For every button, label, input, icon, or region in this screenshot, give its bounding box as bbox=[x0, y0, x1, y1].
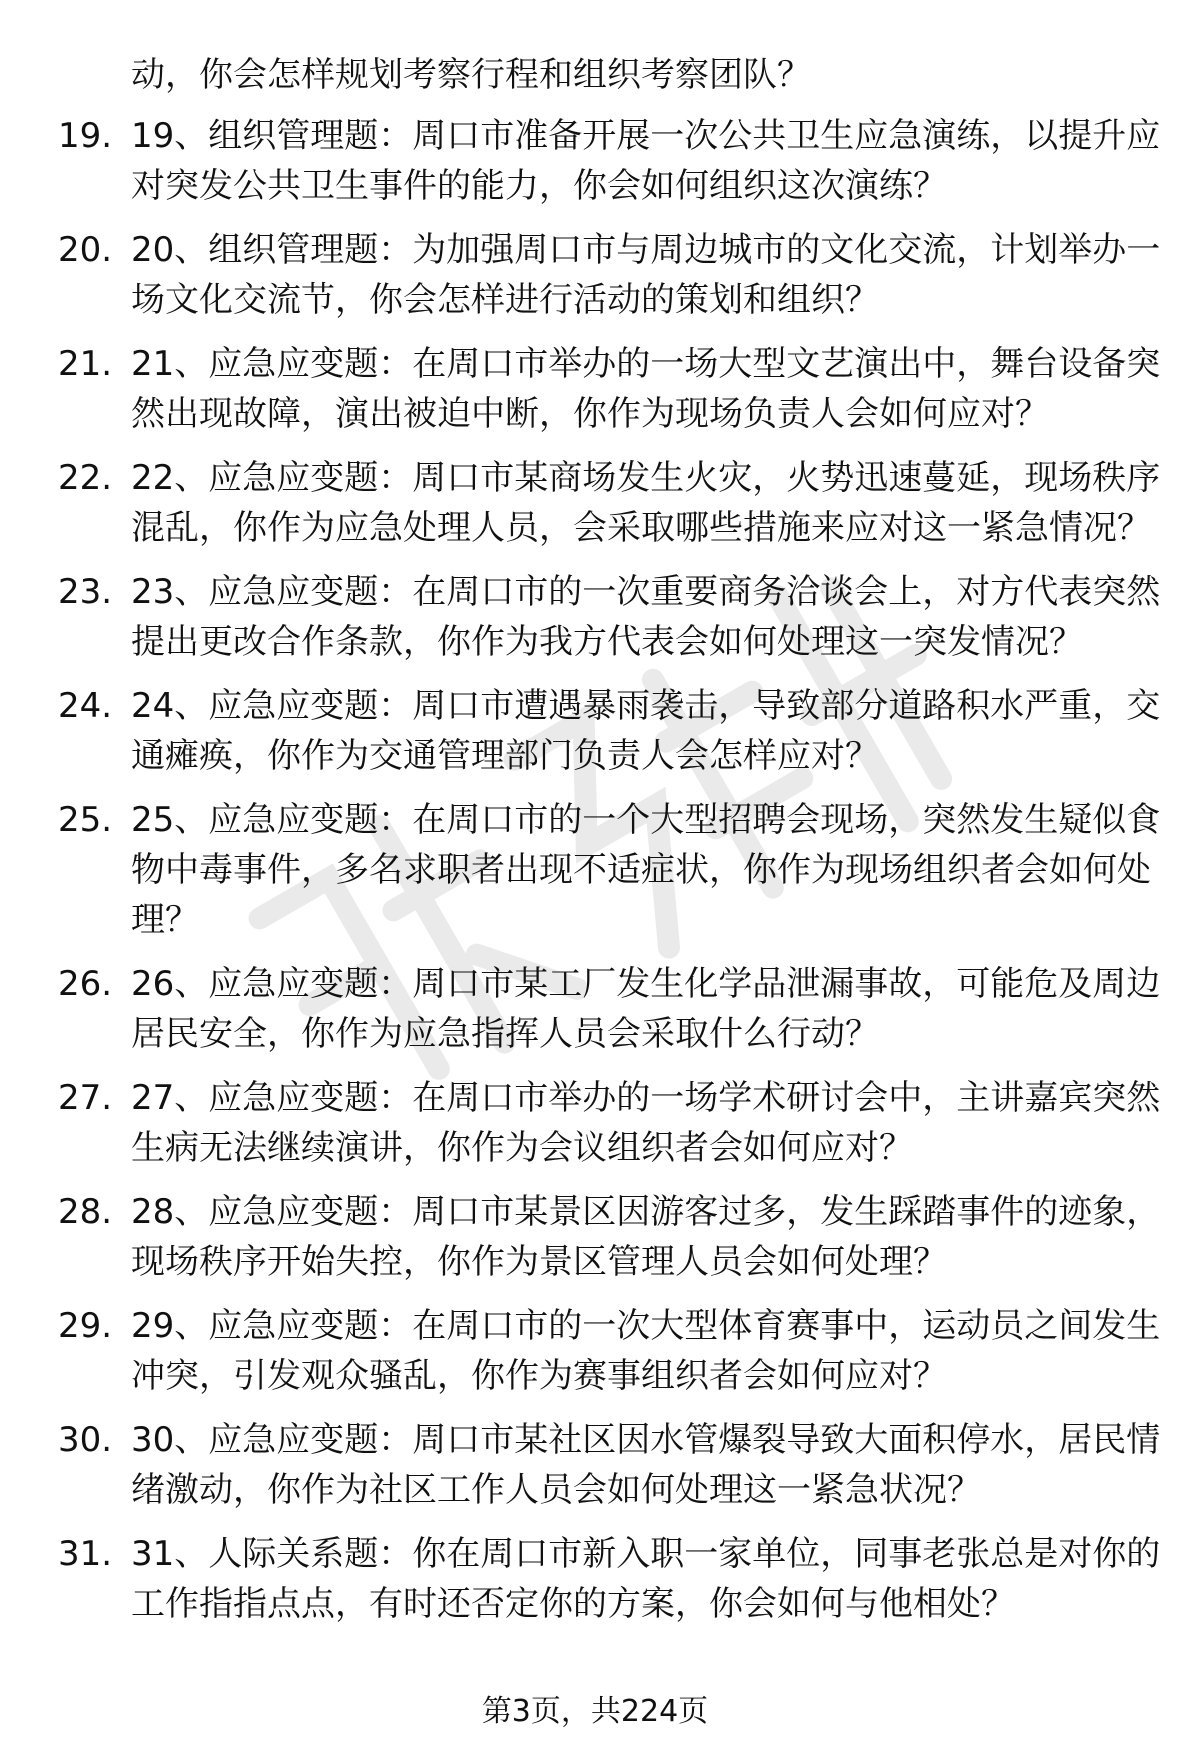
item-number: 30. bbox=[58, 1420, 113, 1460]
item-number: 27. bbox=[58, 1078, 113, 1118]
list-item bbox=[0, 339, 1190, 439]
item-text: 27、应急应变题：在周口市举办的一场学术研讨会中，主讲嘉宾突然生病无法继续演讲，你作为会议组织者会如何应对？ bbox=[131, 1078, 1161, 1168]
item-number: 23. bbox=[58, 572, 113, 612]
list-item bbox=[0, 567, 1190, 667]
list-item bbox=[0, 111, 1190, 211]
list-item bbox=[0, 1187, 1190, 1287]
item-number: 24. bbox=[58, 686, 113, 726]
continued-question-text: 动，你会怎样规划考察行程和组织考察团队？ bbox=[131, 55, 811, 95]
item-text: 23、应急应变题：在周口市的一次重要商务洽谈会上，对方代表突然提出更改合作条款，你作为我方代表会如何处理这一突发情况？ bbox=[131, 572, 1161, 662]
page-number-footer: 第3页，共224页 bbox=[481, 1694, 709, 1729]
item-text: 25、应急应变题：在周口市的一个大型招聘会现场，突然发生疑似食物中毒事件，多名求职者出现不适症状，你作为现场组织者会如何处理？ bbox=[131, 800, 1161, 940]
list-item bbox=[0, 1301, 1190, 1401]
item-number: 26. bbox=[58, 964, 113, 1004]
item-number: 28. bbox=[58, 1192, 113, 1232]
item-number: 19. bbox=[58, 116, 113, 156]
item-text: 31、人际关系题：你在周口市新入职一家单位，同事老张总是对你的工作指指点点，有时还否定你的方案，你会如何与他相处？ bbox=[131, 1534, 1161, 1624]
item-number: 25. bbox=[58, 800, 113, 840]
item-number: 31. bbox=[58, 1534, 113, 1574]
list-item bbox=[0, 225, 1190, 325]
list-item bbox=[0, 795, 1190, 945]
item-text: 29、应急应变题：在周口市的一次大型体育赛事中，运动员之间发生冲突，引发观众骚乱，你作为赛事组织者会如何应对？ bbox=[131, 1306, 1161, 1396]
list-item bbox=[0, 1529, 1190, 1629]
item-text: 19、组织管理题：周口市准备开展一次公共卫生应急演练，以提升应对突发公共卫生事件的能力，你会如何组织这次演练？ bbox=[131, 116, 1161, 206]
item-text: 30、应急应变题：周口市某社区因水管爆裂导致大面积停水，居民情绪激动，你作为社区工作人员会如何处理这一紧急状况？ bbox=[131, 1420, 1161, 1510]
question-list bbox=[0, 111, 1190, 1643]
item-text: 26、应急应变题：周口市某工厂发生化学品泄漏事故，可能危及周边居民安全，你作为应急指挥人员会采取什么行动？ bbox=[131, 964, 1161, 1054]
item-number: 20. bbox=[58, 230, 113, 270]
item-number: 21. bbox=[58, 344, 113, 384]
item-number: 22. bbox=[58, 458, 113, 498]
item-text: 24、应急应变题：周口市遭遇暴雨袭击，导致部分道路积水严重，交通瘫痪，你作为交通管理部门负责人会怎样应对？ bbox=[131, 686, 1161, 776]
item-text: 21、应急应变题：在周口市举办的一场大型文艺演出中，舞台设备突然出现故障，演出被迫中断，你作为现场负责人会如何应对？ bbox=[131, 344, 1161, 434]
list-item bbox=[0, 453, 1190, 553]
list-item bbox=[0, 1073, 1190, 1173]
item-number: 29. bbox=[58, 1306, 113, 1346]
item-text: 28、应急应变题：周口市某景区因游客过多，发生踩踏事件的迹象，现场秩序开始失控，你作为景区管理人员会如何处理？ bbox=[131, 1192, 1161, 1282]
list-item bbox=[0, 681, 1190, 781]
list-item bbox=[0, 1415, 1190, 1515]
list-item bbox=[0, 959, 1190, 1059]
item-text: 22、应急应变题：周口市某商场发生火灾，火势迅速蔓延，现场秩序混乱，你作为应急处理人员，会采取哪些措施来应对这一紧急情况？ bbox=[131, 458, 1161, 548]
item-text: 20、组织管理题：为加强周口市与周边城市的文化交流，计划举办一场文化交流节，你会怎样进行活动的策划和组织？ bbox=[131, 230, 1161, 320]
